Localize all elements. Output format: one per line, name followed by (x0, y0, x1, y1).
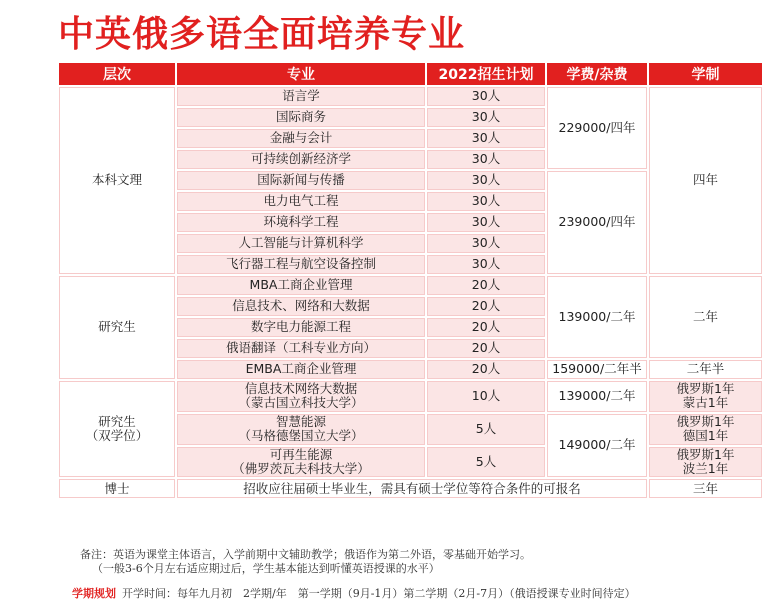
major-cell (177, 447, 425, 478)
plan-cell: 20人 (427, 360, 545, 379)
header-level: 层次 (59, 63, 175, 85)
major-cell (177, 414, 425, 445)
major-cell: 语言学 (177, 87, 425, 106)
plan-cell: 20人 (427, 276, 545, 295)
phd-desc: 招收应往届硕士毕业生，需具有硕士学位等符合条件的可报名 (177, 479, 647, 498)
term-text: 开学时间：每年九月初 2学期/年 第一学期（9月-1月）第二学期（2月-7月）（俄语授课专业时间待定） (122, 587, 636, 600)
table-row (59, 276, 762, 295)
major-cell (177, 381, 425, 412)
note-line: 备注：英语为课堂主体语言，入学前期中文辅助教学；俄语作为第二外语，零基础开始学习。 (80, 548, 531, 561)
major-cell: EMBA工商企业管理 (177, 360, 425, 379)
header-duration: 学制 (649, 63, 762, 85)
major-cell: 飞行器工程与航空设备控制 (177, 255, 425, 274)
plan-cell: 30人 (427, 87, 545, 106)
major-cell: 金融与会计 (177, 129, 425, 148)
plan-cell: 30人 (427, 234, 545, 253)
duration-line: 蒙古1年 (682, 395, 729, 411)
fee-cell: 139000/二年 (547, 276, 647, 358)
major-cell: 国际新闻与传播 (177, 171, 425, 190)
note-line: （一般3-6个月左右适应期过后，学生基本能达到听懂英语授课的水平） (92, 562, 440, 575)
plan-cell: 5人 (427, 414, 545, 445)
duration-grad: 二年 (649, 276, 762, 358)
duration-line: 俄罗斯1年 (676, 413, 735, 429)
dual-major-univ: （马格德堡国立大学） (238, 428, 364, 444)
plan-cell: 30人 (427, 213, 545, 232)
level-phd: 博士 (59, 479, 175, 498)
major-cell: 国际商务 (177, 108, 425, 127)
dual-major-univ: （佛罗茨瓦夫科技大学） (232, 460, 370, 476)
plan-cell: 20人 (427, 297, 545, 316)
major-cell: MBA工商企业管理 (177, 276, 425, 295)
header-major: 专业 (177, 63, 425, 85)
duration-phd: 三年 (649, 479, 762, 498)
plan-cell: 30人 (427, 129, 545, 148)
plan-cell: 20人 (427, 318, 545, 337)
major-cell: 可持续创新经济学 (177, 150, 425, 169)
page-title: 中英俄多语全面培养专业 (58, 14, 466, 55)
plan-cell: 5人 (427, 447, 545, 478)
duration-line: 波兰1年 (682, 460, 729, 476)
table-row (59, 479, 762, 498)
fee-cell: 159000/二年半 (547, 360, 647, 379)
term-label: 学期规划 (72, 587, 116, 600)
duration-emba: 二年半 (649, 360, 762, 379)
major-cell: 电力电气工程 (177, 192, 425, 211)
plan-cell: 30人 (427, 108, 545, 127)
dual-major-name: 智慧能源 (275, 413, 326, 429)
plan-cell: 10人 (427, 381, 545, 412)
term-plan (72, 585, 636, 601)
program-table (57, 61, 764, 500)
fee-cell: 149000/二年 (547, 414, 647, 478)
dual-major-name: 可再生能源 (269, 446, 333, 462)
duration-undergrad: 四年 (649, 87, 762, 274)
header-row (59, 63, 762, 85)
table-row (59, 381, 762, 412)
major-cell: 俄语翻译（工科专业方向） (177, 339, 425, 358)
level-dual: 研究生 （双学位） (59, 381, 175, 477)
major-cell: 信息技术、网络和大数据 (177, 297, 425, 316)
notes (80, 548, 770, 576)
fee-cell: 239000/四年 (547, 171, 647, 274)
duration-dual (649, 447, 762, 478)
header-fee: 学费/杂费 (547, 63, 647, 85)
fee-cell: 139000/二年 (547, 381, 647, 412)
major-cell: 数字电力能源工程 (177, 318, 425, 337)
dual-major-univ: （蒙古国立科技大学） (238, 395, 364, 411)
header-plan: 2022招生计划 (427, 63, 545, 85)
duration-line: 俄罗斯1年 (676, 446, 735, 462)
duration-dual (649, 381, 762, 412)
dual-major-name: 信息技术网络大数据 (244, 381, 358, 396)
duration-line: 德国1年 (682, 428, 729, 444)
table-row (59, 87, 762, 106)
plan-cell: 20人 (427, 339, 545, 358)
plan-cell: 30人 (427, 255, 545, 274)
duration-dual (649, 414, 762, 445)
major-cell: 环境科学工程 (177, 213, 425, 232)
level-grad: 研究生 (59, 276, 175, 379)
plan-cell: 30人 (427, 150, 545, 169)
plan-cell: 30人 (427, 171, 545, 190)
duration-line: 俄罗斯1年 (676, 381, 735, 396)
fee-cell: 229000/四年 (547, 87, 647, 169)
plan-cell: 30人 (427, 192, 545, 211)
major-cell: 人工智能与计算机科学 (177, 234, 425, 253)
level-undergrad: 本科文理 (59, 87, 175, 274)
